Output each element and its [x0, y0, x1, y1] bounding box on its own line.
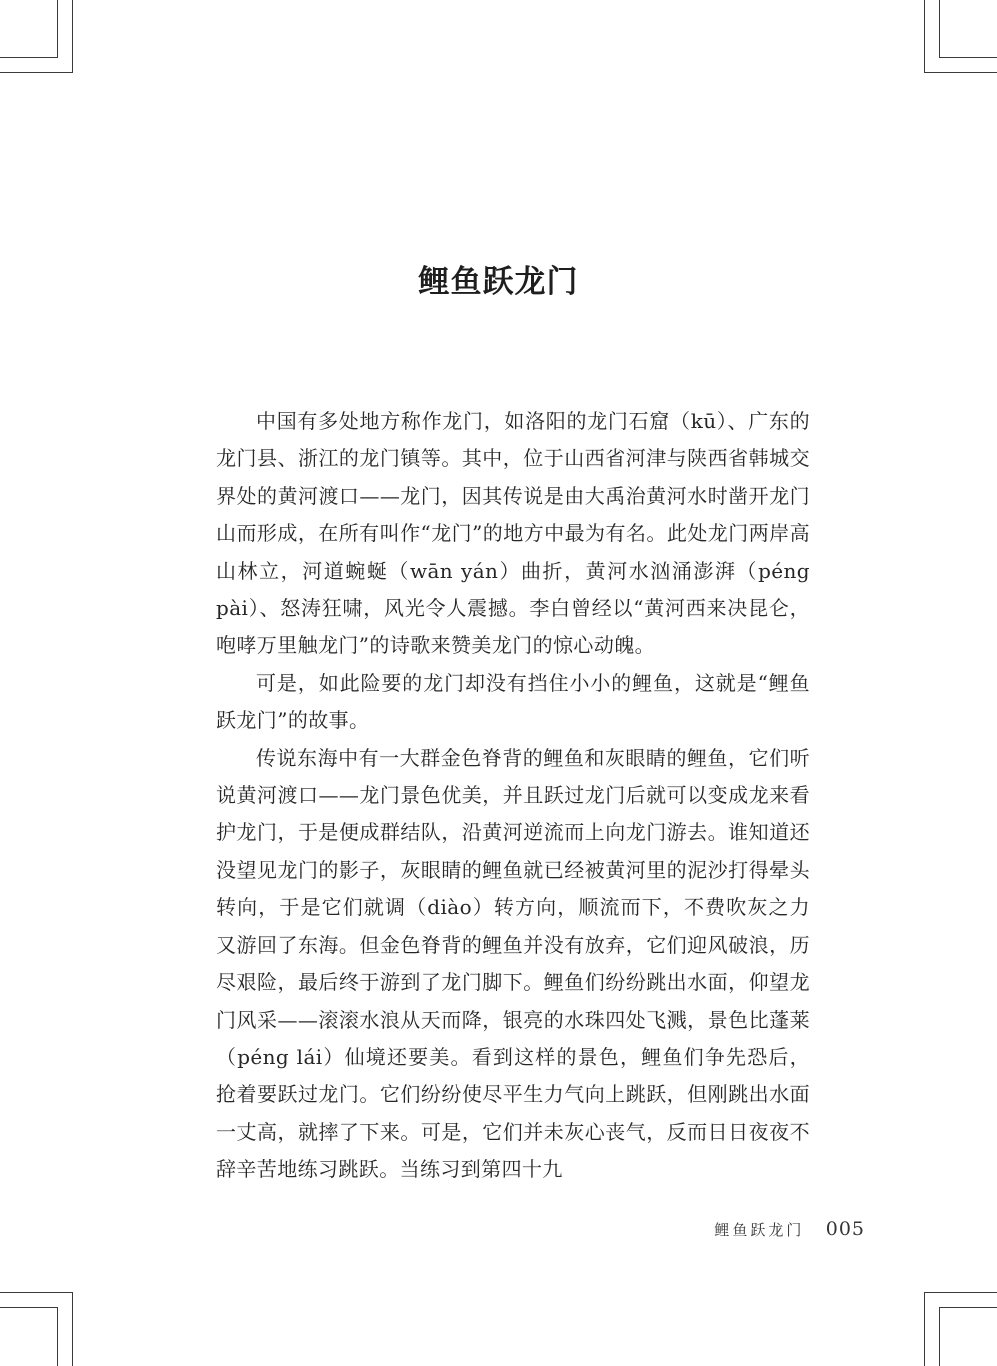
running-title: 鲤鱼跃龙门 — [714, 1221, 805, 1239]
paragraph: 中国有多处地方称作龙门，如洛阳的龙门石窟（kū）、广东的龙门县、浙江的龙门镇等。其中，位于山西省河津与陕西省韩城交界处的黄河渡口——龙门，因其传说是由大禹治黄河水时凿开龙门山而形成，在所有叫作“龙门”的地方中最为有名。此处龙门两岸高山林立，河道蜿蜒（wān yán）曲折，黄河水汹涌澎湃（péng pài）、怒涛狂啸，风光令人震撼。李白曾经以“黄河西来决昆仑，咆哮万里触龙门”的诗歌来赞美龙门的惊心动魄。 — [216, 409, 810, 658]
crop-mark-top-left-v — [72, 0, 73, 73]
paragraph: 可是，如此险要的龙门却没有挡住小小的鲤鱼，这就是“鲤鱼跃龙门”的故事。 — [216, 670, 810, 733]
crop-mark-bottom-right-h — [924, 1292, 997, 1293]
crop-mark-top-left-h2 — [0, 57, 58, 58]
crop-mark-top-right-v2 — [939, 0, 940, 58]
page-footer — [714, 1218, 865, 1240]
body-text — [216, 403, 810, 1189]
crop-mark-bottom-right-v2 — [939, 1307, 940, 1366]
chapter-title: 鲤鱼跃龙门 — [418, 264, 579, 300]
crop-mark-top-left-v2 — [57, 0, 58, 58]
crop-mark-top-right-h2 — [939, 57, 997, 58]
crop-mark-bottom-left-h2 — [0, 1307, 58, 1308]
crop-mark-bottom-left-v — [72, 1292, 73, 1366]
crop-mark-bottom-left-v2 — [57, 1307, 58, 1366]
crop-mark-top-right-v — [924, 0, 925, 73]
crop-mark-bottom-left-h — [0, 1292, 73, 1293]
crop-mark-bottom-right-h2 — [939, 1307, 997, 1308]
crop-mark-top-right-h — [924, 72, 997, 73]
crop-mark-bottom-right-v — [924, 1292, 925, 1366]
paragraph: 传说东海中有一大群金色脊背的鲤鱼和灰眼睛的鲤鱼，它们听说黄河渡口——龙门景色优美，并且跃过龙门后就可以变成龙来看护龙门，于是便成群结队，沿黄河逆流而上向龙门游去。谁知道还没望见龙门的影子，灰眼睛的鲤鱼就已经被黄河里的泥沙打得晕头转向，于是它们就调（diào）转方向，顺流而下，不费吹灰之力又游回了东海。但金色脊背的鲤鱼并没有放弃，它们迎风破浪，历尽艰险，最后终于游到了龙门脚下。鲤鱼们纷纷跳出水面，仰望龙门风采——滚滚水浪从天而降，银亮的水珠四处飞溅，景色比蓬莱（péng lái）仙境还要美。看到这样的景色，鲤鱼们争先恐后，抢着要跃过龙门。它们纷纷使尽平生力气向上跳跃，但刚跳出水面一丈高，就摔了下来。可是，它们并未灰心丧气，反而日日夜夜不辞辛苦地练习跳跃。当练习到第四十九 — [216, 745, 810, 1182]
crop-mark-top-left-h — [0, 72, 73, 73]
page-number: 005 — [825, 1218, 865, 1240]
